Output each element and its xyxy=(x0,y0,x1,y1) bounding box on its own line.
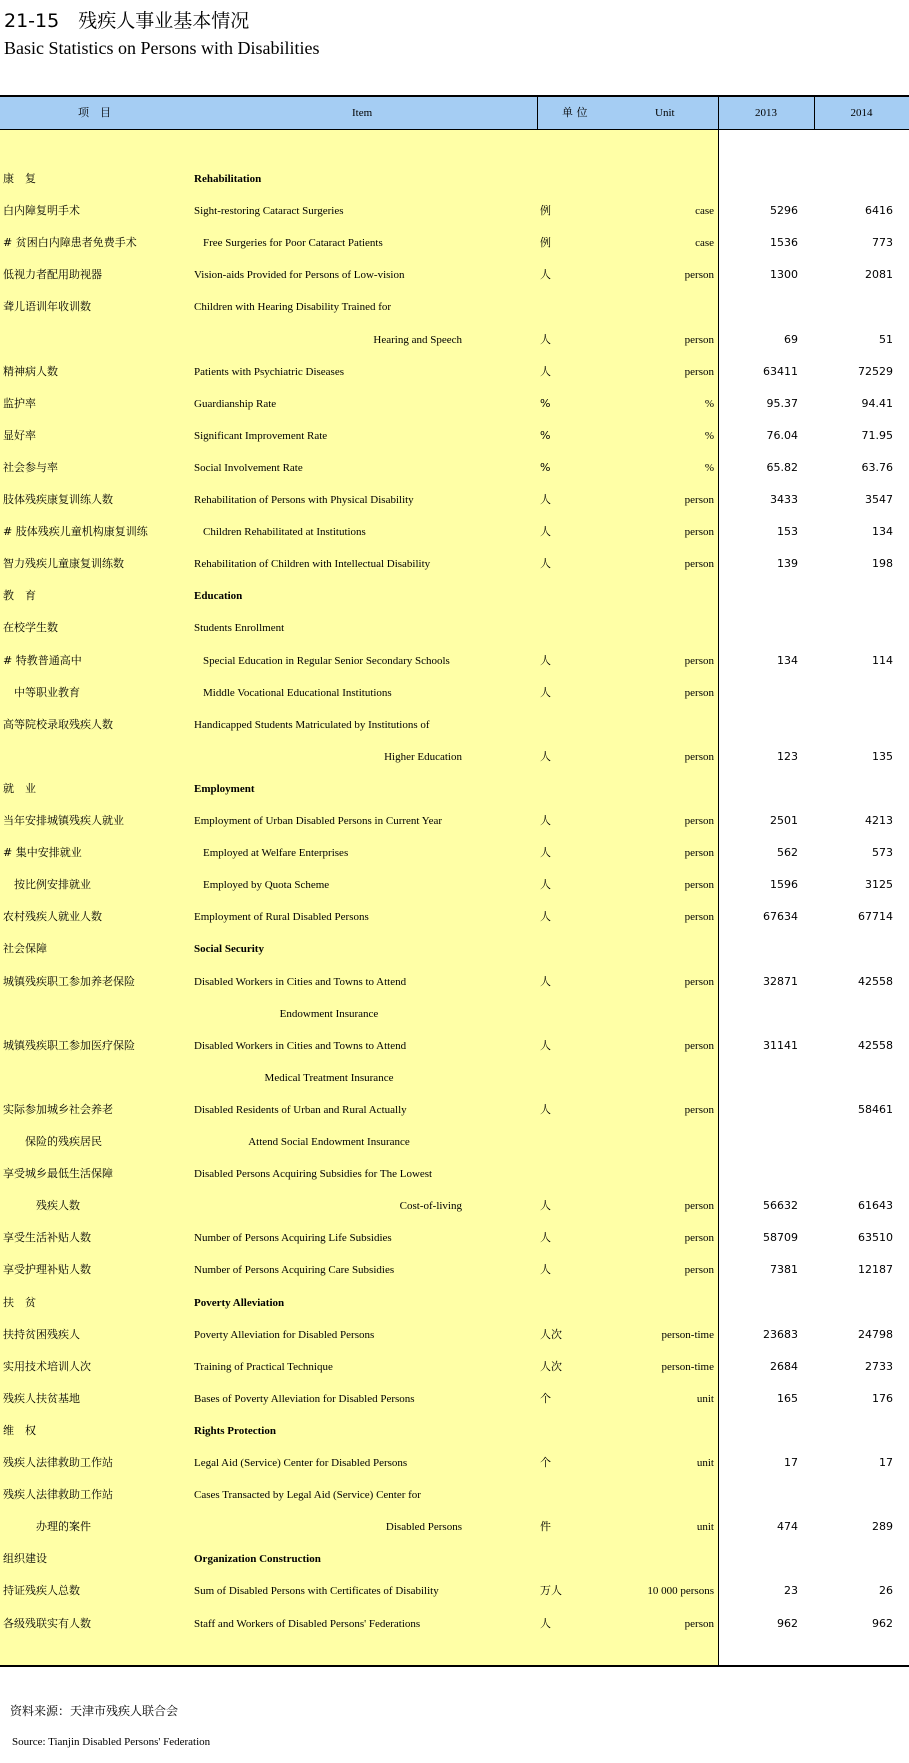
item-label-en: Employment of Rural Disabled Persons xyxy=(194,911,369,924)
value-2014: 72529 xyxy=(858,364,893,378)
item-label-en: Number of Persons Acquiring Life Subsidies xyxy=(194,1232,392,1245)
item-label-en: Cases Transacted by Legal Aid (Service) Center for xyxy=(194,1489,421,1502)
value-2013: 76.04 xyxy=(766,428,798,442)
value-2014: 4213 xyxy=(865,814,893,827)
table-row xyxy=(0,1358,909,1376)
unit-en: unit xyxy=(696,1457,714,1469)
item-label-en: Cost-of-living xyxy=(399,1200,462,1213)
item-label-en: Training of Practical Technique xyxy=(194,1360,333,1373)
table-row xyxy=(0,1261,909,1279)
table-row xyxy=(0,1294,909,1312)
item-label-en: Endowment Insurance xyxy=(279,1007,379,1020)
item-label-en: Poverty Alleviation for Disabled Persons xyxy=(194,1328,375,1341)
table-row xyxy=(0,1005,909,1023)
table-row xyxy=(0,555,909,573)
unit-cn: 人 xyxy=(540,364,551,378)
source-cn: 资料来源：天津市残疾人联合会 xyxy=(10,1704,179,1718)
item-label-en: Employed by Quota Scheme xyxy=(203,879,330,892)
item-label-cn: 按比例安排就业 xyxy=(3,878,91,892)
value-2013: 1300 xyxy=(770,268,798,282)
item-label-cn: 实用技术培训人次 xyxy=(3,1359,91,1373)
header-item-cn: 项 目 xyxy=(78,106,111,119)
header-unit-cn: 单 位 xyxy=(562,106,588,119)
item-label-cn: 低视力者配用助视器 xyxy=(3,268,102,282)
table-row xyxy=(0,1133,909,1151)
unit-cn: 人 xyxy=(540,1616,551,1630)
value-2014: 198 xyxy=(872,557,893,571)
table-row xyxy=(0,1518,909,1536)
value-2013: 474 xyxy=(777,1520,798,1534)
item-label-cn: 社会参与率 xyxy=(3,460,58,474)
unit-en: % xyxy=(704,461,714,474)
unit-cn: 例 xyxy=(540,236,551,250)
item-label-cn: 就 业 xyxy=(3,781,36,795)
value-2013: 2684 xyxy=(770,1359,798,1373)
item-label-en: Employment xyxy=(194,782,255,795)
value-2014: 6416 xyxy=(865,204,893,218)
table-row xyxy=(0,202,909,220)
value-2014: 63.76 xyxy=(861,460,893,474)
item-label-en: Rehabilitation of Children with Intellectual Disability xyxy=(194,558,431,571)
value-2014: 24798 xyxy=(858,1327,893,1341)
unit-en: person xyxy=(684,1103,714,1116)
table-row xyxy=(0,523,909,541)
value-2014: 773 xyxy=(872,236,893,250)
table-row xyxy=(0,652,909,670)
unit-en: person xyxy=(684,911,714,924)
item-label-en: Number of Persons Acquiring Care Subsidies xyxy=(194,1264,395,1277)
item-label-cn: # 肢体残疾儿童机构康复训练 xyxy=(3,525,148,539)
unit-cn: 人 xyxy=(540,557,551,571)
table-row xyxy=(0,844,909,862)
unit-cn: 人次 xyxy=(540,1359,562,1373)
value-2013: 69 xyxy=(784,332,798,346)
table-row xyxy=(0,1422,909,1440)
unit-cn: 个 xyxy=(540,1456,551,1469)
value-2014: 289 xyxy=(872,1520,893,1534)
item-label-en: Handicapped Students Matriculated by Institutions of xyxy=(194,718,430,731)
value-2014: 3547 xyxy=(865,493,893,506)
table-row xyxy=(0,716,909,734)
item-label-en: Sum of Disabled Persons with Certificates of Disability xyxy=(194,1585,439,1598)
table-row xyxy=(0,748,909,766)
item-label-cn: 享受护理补贴人数 xyxy=(3,1263,91,1277)
value-2014: 51 xyxy=(879,332,893,346)
item-label-en: Rehabilitation xyxy=(194,173,262,185)
item-label-en: Employment of Urban Disabled Persons in Current Year xyxy=(194,815,443,827)
value-2013: 123 xyxy=(777,749,798,763)
item-label-en: Medical Treatment Insurance xyxy=(264,1071,394,1084)
unit-en: % xyxy=(704,397,714,410)
unit-cn: 人 xyxy=(540,974,551,988)
table-row xyxy=(0,1486,909,1504)
item-label-en: Patients with Psychiatric Diseases xyxy=(194,365,345,378)
table-row xyxy=(0,1582,909,1600)
table-row xyxy=(0,1101,909,1119)
unit-cn: 人 xyxy=(540,814,551,827)
value-2014: 962 xyxy=(872,1616,893,1630)
value-2013: 962 xyxy=(777,1616,798,1630)
table-row xyxy=(0,427,909,445)
value-2013: 63411 xyxy=(763,364,798,378)
value-2013: 2501 xyxy=(770,814,798,827)
table-row xyxy=(0,973,909,991)
value-2013: 7381 xyxy=(770,1263,798,1277)
value-2013: 153 xyxy=(777,525,798,539)
table-row xyxy=(0,170,909,188)
item-label-cn: 高等院校录取残疾人数 xyxy=(3,717,113,731)
unit-en: person xyxy=(684,1200,714,1213)
item-label-cn: 肢体残疾康复训练人数 xyxy=(3,493,113,506)
table-row xyxy=(0,459,909,477)
unit-en: person xyxy=(684,333,714,346)
unit-cn: % xyxy=(540,396,551,410)
item-label-cn: 持证残疾人总数 xyxy=(3,1584,80,1598)
value-2014: 134 xyxy=(872,525,893,539)
unit-en: person xyxy=(684,526,714,539)
value-2014: 71.95 xyxy=(861,428,893,442)
value-2014: 176 xyxy=(872,1391,893,1405)
unit-en: person xyxy=(684,1264,714,1277)
item-label-en: Poverty Alleviation xyxy=(194,1296,285,1309)
unit-cn: 人 xyxy=(540,1231,551,1245)
unit-en: case xyxy=(695,205,714,218)
table-row xyxy=(0,684,909,702)
unit-cn: 件 xyxy=(540,1520,551,1534)
value-2013: 23683 xyxy=(763,1327,798,1341)
unit-en: person xyxy=(684,750,714,763)
unit-en: person xyxy=(684,494,714,506)
unit-cn: 人 xyxy=(540,1038,551,1052)
value-2014: 63510 xyxy=(858,1231,893,1245)
header-divider xyxy=(537,96,538,130)
item-label-en: Children Rehabilitated at Institutions xyxy=(203,526,366,539)
item-label-en: Hearing and Speech xyxy=(373,333,462,346)
unit-en: person xyxy=(684,365,714,378)
value-2013: 65.82 xyxy=(766,460,798,474)
table-row xyxy=(0,1165,909,1183)
item-label-cn: 残疾人法律救助工作站 xyxy=(3,1456,113,1469)
unit-en: person xyxy=(684,1232,714,1245)
value-2013: 562 xyxy=(777,846,798,860)
item-label-en: Sight-restoring Cataract Surgeries xyxy=(194,205,344,218)
item-label-cn: 聋儿语训年收训数 xyxy=(3,300,91,314)
item-label-cn: 各级残联实有人数 xyxy=(3,1616,91,1630)
value-2013: 1596 xyxy=(770,878,798,892)
item-label-en: Free Surgeries for Poor Cataract Patients xyxy=(203,237,383,250)
item-label-cn: 当年安排城镇残疾人就业 xyxy=(3,814,124,827)
unit-cn: 人 xyxy=(540,525,551,539)
unit-en: person xyxy=(684,975,714,988)
item-label-cn: 康 复 xyxy=(3,172,36,185)
value-2013: 32871 xyxy=(763,974,798,988)
unit-cn: 个 xyxy=(540,1391,551,1405)
table-row xyxy=(0,1037,909,1055)
source-en: Source: Tianjin Disabled Persons' Federation xyxy=(12,1736,211,1748)
table-row xyxy=(0,234,909,252)
item-label-cn: 智力残疾儿童康复训练数 xyxy=(3,557,124,571)
value-2014: 42558 xyxy=(858,974,893,988)
unit-en: person xyxy=(684,1617,714,1630)
unit-cn: 人 xyxy=(540,493,551,506)
item-label-en: Disabled Persons xyxy=(385,1521,462,1534)
value-2013: 1536 xyxy=(770,236,798,250)
item-label-en: Children with Hearing Disability Trained for xyxy=(194,301,392,314)
item-label-cn: 中等职业教育 xyxy=(3,685,80,699)
item-label-cn: 监护率 xyxy=(3,396,36,410)
item-label-en: Employed at Welfare Enterprises xyxy=(203,847,349,860)
item-label-cn: 残疾人法律救助工作站 xyxy=(3,1488,113,1502)
header-item-en: Item xyxy=(352,107,373,119)
item-label-en: Staff and Workers of Disabled Persons' Federations xyxy=(194,1617,421,1630)
item-label-en: Guardianship Rate xyxy=(194,397,277,410)
value-2014: 42558 xyxy=(858,1038,893,1052)
item-label-en: Social Involvement Rate xyxy=(194,461,303,474)
table-row xyxy=(0,1197,909,1215)
value-2013: 134 xyxy=(777,653,798,667)
table-row xyxy=(0,395,909,413)
item-label-en: Higher Education xyxy=(384,750,462,763)
value-2014: 26 xyxy=(879,1584,893,1598)
item-label-cn: 在校学生数 xyxy=(3,621,58,635)
item-label-cn: 社会保障 xyxy=(3,942,47,956)
table-row xyxy=(0,331,909,349)
unit-en: 10 000 persons xyxy=(647,1585,714,1598)
item-label-en: Vision-aids Provided for Persons of Low-vision xyxy=(194,269,405,282)
item-label-cn: 教 育 xyxy=(3,589,36,603)
item-label-en: Attend Social Endowment Insurance xyxy=(248,1136,410,1148)
value-2014: 3125 xyxy=(865,878,893,892)
unit-en: unit xyxy=(696,1392,714,1405)
table-row xyxy=(0,619,909,637)
item-label-en: Legal Aid (Service) Center for Disabled Persons xyxy=(194,1457,408,1469)
header-unit-en: Unit xyxy=(655,107,675,119)
unit-cn: 人 xyxy=(540,1199,551,1213)
value-2014: 61643 xyxy=(858,1199,893,1213)
unit-cn: 人 xyxy=(540,1263,551,1277)
item-label-cn: 精神病人数 xyxy=(3,364,58,378)
item-label-cn: 办理的案件 xyxy=(3,1520,91,1534)
table-row xyxy=(0,1390,909,1408)
item-label-en: Disabled Workers in Cities and Towns to Attend xyxy=(194,1039,407,1052)
unit-en: % xyxy=(704,429,714,442)
item-label-cn: 享受生活补贴人数 xyxy=(3,1231,91,1245)
item-label-en: Disabled Residents of Urban and Rural Actually xyxy=(194,1103,407,1116)
value-2014: 17 xyxy=(879,1456,893,1469)
item-label-cn: # 贫困白内障患者免费手术 xyxy=(3,236,137,250)
unit-cn: 例 xyxy=(540,204,551,218)
item-label-en: Middle Vocational Educational Institutions xyxy=(203,686,392,699)
table-row xyxy=(0,491,909,509)
table-row xyxy=(0,876,909,894)
unit-en: person xyxy=(684,847,714,860)
item-label-cn: 残疾人数 xyxy=(3,1199,80,1213)
item-label-en: Education xyxy=(194,590,243,603)
value-2013: 95.37 xyxy=(766,396,798,410)
item-label-cn: 农村残疾人就业人数 xyxy=(3,910,102,924)
unit-cn: % xyxy=(540,460,551,474)
value-2013: 5296 xyxy=(770,204,798,218)
value-2013: 17 xyxy=(784,1456,798,1469)
item-label-en: Significant Improvement Rate xyxy=(194,429,328,442)
item-label-en: Special Education in Regular Senior Secondary Schools xyxy=(203,654,450,667)
header-year-2014: 2014 xyxy=(850,107,873,119)
header-year-2013: 2013 xyxy=(755,107,777,119)
table-row xyxy=(0,812,909,830)
table-bottom-rule xyxy=(0,1665,909,1667)
unit-en: person xyxy=(684,686,714,699)
item-label-cn: 实际参加城乡社会养老 xyxy=(3,1102,113,1116)
value-2014: 573 xyxy=(872,846,893,860)
item-label-en: Social Security xyxy=(194,943,264,956)
item-label-cn: # 特教普通高中 xyxy=(3,653,82,667)
unit-en: person-time xyxy=(661,1328,714,1341)
item-label-cn: 组织建设 xyxy=(3,1552,47,1566)
value-2014: 135 xyxy=(872,749,893,763)
value-2014: 114 xyxy=(872,653,893,667)
value-2014: 67714 xyxy=(858,910,893,924)
unit-en: person xyxy=(684,558,714,571)
item-label-en: Bases of Poverty Alleviation for Disabled Persons xyxy=(194,1392,415,1405)
value-2014: 2733 xyxy=(865,1359,893,1373)
unit-en: person xyxy=(684,269,714,282)
value-2013: 165 xyxy=(777,1391,798,1405)
value-2013: 23 xyxy=(784,1584,798,1598)
page-title-en: Basic Statistics on Persons with Disabilities xyxy=(4,38,320,58)
unit-en: person xyxy=(684,879,714,892)
unit-en: person xyxy=(684,654,714,667)
value-2013: 67634 xyxy=(763,910,798,924)
item-label-cn: 残疾人扶贫基地 xyxy=(3,1391,80,1405)
unit-cn: 人 xyxy=(540,878,551,892)
table-row xyxy=(0,1454,909,1472)
item-label-en: Students Enrollment xyxy=(194,622,285,635)
unit-cn: 人次 xyxy=(540,1327,562,1341)
value-2014: 94.41 xyxy=(861,396,893,410)
item-label-en: Rehabilitation of Persons with Physical Disability xyxy=(194,494,414,506)
item-label-cn: 城镇残疾职工参加医疗保险 xyxy=(3,1038,135,1052)
item-label-cn: 城镇残疾职工参加养老保险 xyxy=(3,974,135,988)
value-2014: 12187 xyxy=(858,1263,893,1277)
table-row xyxy=(0,298,909,316)
page-title-cn: 21-15 残疾人事业基本情况 xyxy=(4,10,250,32)
value-2013: 31141 xyxy=(763,1038,798,1052)
unit-en: person-time xyxy=(661,1360,714,1373)
unit-cn: % xyxy=(540,428,551,442)
value-2013: 3433 xyxy=(770,493,798,506)
item-label-cn: 扶持贫困残疾人 xyxy=(3,1327,80,1341)
unit-cn: 人 xyxy=(540,846,551,860)
item-label-cn: 白内障复明手术 xyxy=(3,204,80,218)
value-2014: 2081 xyxy=(865,268,893,282)
value-2013: 56632 xyxy=(763,1199,798,1213)
table-row xyxy=(0,587,909,605)
table-row xyxy=(0,1615,909,1633)
table-row xyxy=(0,1069,909,1087)
unit-en: person xyxy=(684,815,714,827)
table-row xyxy=(0,1550,909,1568)
table-row xyxy=(0,940,909,958)
unit-en: case xyxy=(695,237,714,250)
unit-cn: 人 xyxy=(540,332,551,346)
unit-cn: 万人 xyxy=(540,1584,562,1598)
table-row xyxy=(0,1229,909,1247)
item-label-cn: 保险的残疾居民 xyxy=(3,1135,102,1148)
item-label-cn: 扶 贫 xyxy=(3,1295,36,1309)
item-label-cn: 维 权 xyxy=(3,1423,36,1437)
item-label-cn: # 集中安排就业 xyxy=(3,846,82,860)
item-label-cn: 显好率 xyxy=(3,428,36,442)
unit-cn: 人 xyxy=(540,749,551,763)
value-2013: 58709 xyxy=(763,1231,798,1245)
value-2013: 139 xyxy=(777,557,798,571)
item-label-en: Disabled Persons Acquiring Subsidies for The Lowest xyxy=(194,1168,433,1181)
unit-en: person xyxy=(684,1039,714,1052)
table-row xyxy=(0,908,909,926)
table-row xyxy=(0,266,909,284)
item-label-en: Organization Construction xyxy=(194,1553,321,1566)
item-label-en: Disabled Workers in Cities and Towns to Attend xyxy=(194,975,407,988)
unit-cn: 人 xyxy=(540,653,551,667)
table-row xyxy=(0,363,909,381)
item-label-en: Rights Protection xyxy=(194,1424,276,1437)
unit-en: unit xyxy=(696,1521,714,1534)
item-label-cn: 享受城乡最低生活保障 xyxy=(3,1167,113,1181)
unit-cn: 人 xyxy=(540,268,551,282)
table-row xyxy=(0,780,909,798)
unit-cn: 人 xyxy=(540,1102,551,1116)
unit-cn: 人 xyxy=(540,910,551,924)
value-2014: 58461 xyxy=(858,1102,893,1116)
unit-cn: 人 xyxy=(540,685,551,699)
table-row xyxy=(0,1326,909,1344)
